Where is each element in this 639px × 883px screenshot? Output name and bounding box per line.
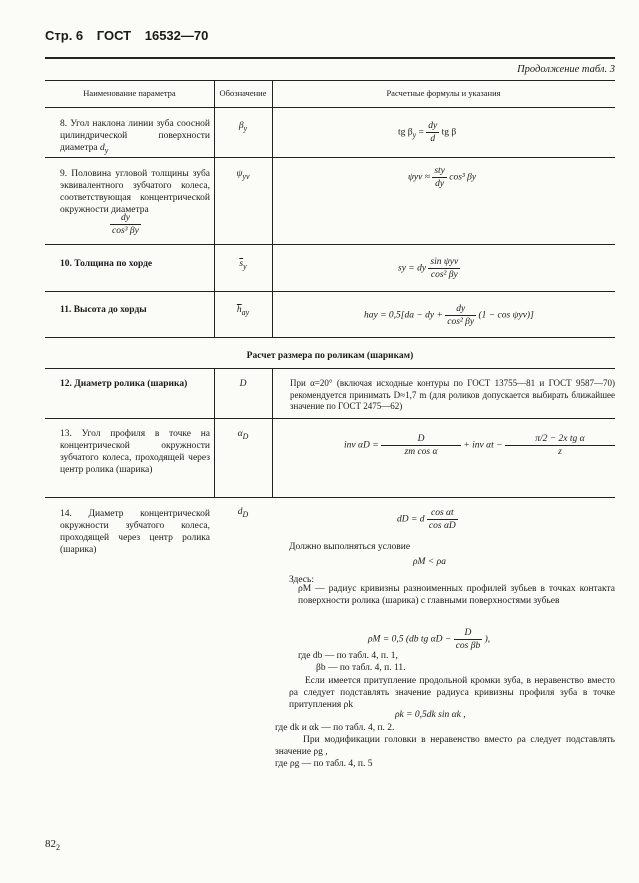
table-continuation: Продолжение табл. 3 — [517, 64, 615, 75]
row-9-name: 9. Половина угловой толщины зуба эквивалентного зубчатого колеса, соответствующая концентрической окружности диаметра — [60, 169, 210, 215]
row-11-formula: hay = 0,5[da − dy + $\frac{dy}{\text{cos² βy}}$ (1 − cos ψyv)] — [364, 304, 534, 327]
row-13-name: 13. Угол профиля в точке на концентрической окружности зубчатого колеса, проходящей через центр ролика (шарика) — [60, 429, 210, 475]
db-ref: где db — по табл. 4, п. 1, — [298, 651, 398, 661]
page-header — [45, 28, 218, 43]
row-13-rule — [45, 497, 615, 498]
row-13-symbol: $\alpha_D$ — [237, 429, 249, 441]
row-12-symbol: D — [239, 379, 247, 389]
page-label: Стр. 6 — [45, 28, 84, 43]
gost-label: ГОСТ — [96, 28, 132, 43]
row-10-rule — [45, 291, 615, 292]
beta-b-ref: βb — по табл. 4, п. 11. — [316, 663, 406, 673]
table-top-rule — [45, 80, 615, 81]
table2-top-rule — [45, 368, 615, 369]
row-12-text: При α=20° (включая исходные контуры по ГОСТ 13755—81 и ГОСТ 9587—70) рекомендуется принимать D≈1,7 m (для роликов допускается выбирать ближайшее значение по ГОСТ 2475—62) — [290, 378, 615, 411]
modification-note: При модификации головки в неравенство вместо ρa следует подставлять значение ρg , — [275, 735, 615, 757]
row-9-rule — [45, 244, 615, 245]
row-14-symbol: $d_D$ — [237, 507, 249, 519]
table-head-rule — [45, 107, 615, 108]
row-8-formula: tg $\beta_y$ = $\frac{dy}{d}$ tg β — [398, 121, 457, 144]
blunting-note: Если имеется притупление продольной кромки зуба, в неравенство вместо ρa следует подставлять значение радиуса кривизны профиля зуба в точке притупления ρk — [289, 676, 615, 710]
row-12-name: 12. Диаметр ролика (шарика) — [60, 379, 188, 389]
row-8-symbol: $\beta_y$ — [238, 121, 248, 133]
row-11-symbol: $\overline{h}_{ay}$ — [236, 305, 250, 317]
rho-k-formula: ρk = 0,5dk sin αk , — [395, 710, 466, 720]
rho-m-formula: ρM = 0,5 (db tg αD − $\frac{D}{\text{cos βb}}$ ), — [368, 628, 491, 651]
row-9-name-fraction: $\frac{dy}{\text{cos³ βy}}$ — [112, 213, 139, 236]
row-8-name: 8. Угол наклона линии зуба соосной цилиндрической поверхности диаметра $d_y$ — [60, 119, 210, 155]
row-13-formula: inv αD = $\frac{D}{\text{zm cos α}}$ + inv αt − $\frac{\text{π/2 − 2x tg α}}{z}$ — [344, 433, 615, 458]
row-14-name: 14. Диаметр концентрической окружности зубчатого колеса, проходящей через центр ролика (шарика) — [60, 509, 210, 555]
page-number: $82_2$ — [45, 838, 60, 853]
section-title: Расчет размера по роликам (шарикам) — [246, 351, 414, 361]
row-11-rule — [45, 337, 615, 338]
table2-col-divider-2 — [272, 368, 273, 498]
row-12-rule — [45, 418, 615, 419]
gost-number: 16532—70 — [144, 28, 209, 43]
col-divider-2 — [272, 80, 273, 338]
row-10-name: 10. Толщина по хорде — [60, 259, 153, 269]
row-9-symbol: $\psi_{yv}$ — [236, 169, 250, 181]
header-rule — [45, 57, 615, 59]
row-14-formula: dD = d $\frac{\text{cos αt}}{\text{cos αD}}$ — [397, 508, 456, 531]
col-header-name: Наименование параметра — [83, 88, 176, 98]
here-label: Здесь: — [289, 575, 314, 585]
dk-alpha-k-ref: где dk и αk — по табл. 4, п. 2. — [275, 723, 395, 733]
col-header-formula: Расчетные формулы и указания — [386, 88, 501, 98]
col-divider-1 — [214, 80, 215, 338]
rho-m-definition: ρM — радиус кривизны разноименных профилей зубьев в точках контакта поверхности ролика (шарика) с главными поверхностями зубьев — [298, 584, 615, 606]
row-10-formula: sy = dy $\frac{\text{sin ψyv}}{\text{cos² βy}}$ — [398, 257, 459, 280]
condition-intro: Должно выполняться условие — [289, 542, 411, 552]
row-8-rule — [45, 157, 615, 158]
row-9-formula: ψyv ≈ $\frac{\text{sty}}{dy}$ cos³ βy — [408, 166, 477, 189]
col-header-symbol: Обозначение — [219, 88, 267, 98]
row-11-name: 11. Высота до хорды — [60, 305, 147, 315]
condition-formula: ρM < ρa — [413, 557, 446, 567]
rho-g-ref: где ρg — по табл. 4, п. 5 — [275, 759, 373, 769]
row-10-symbol: $\overline{s}_y$ — [239, 259, 247, 271]
